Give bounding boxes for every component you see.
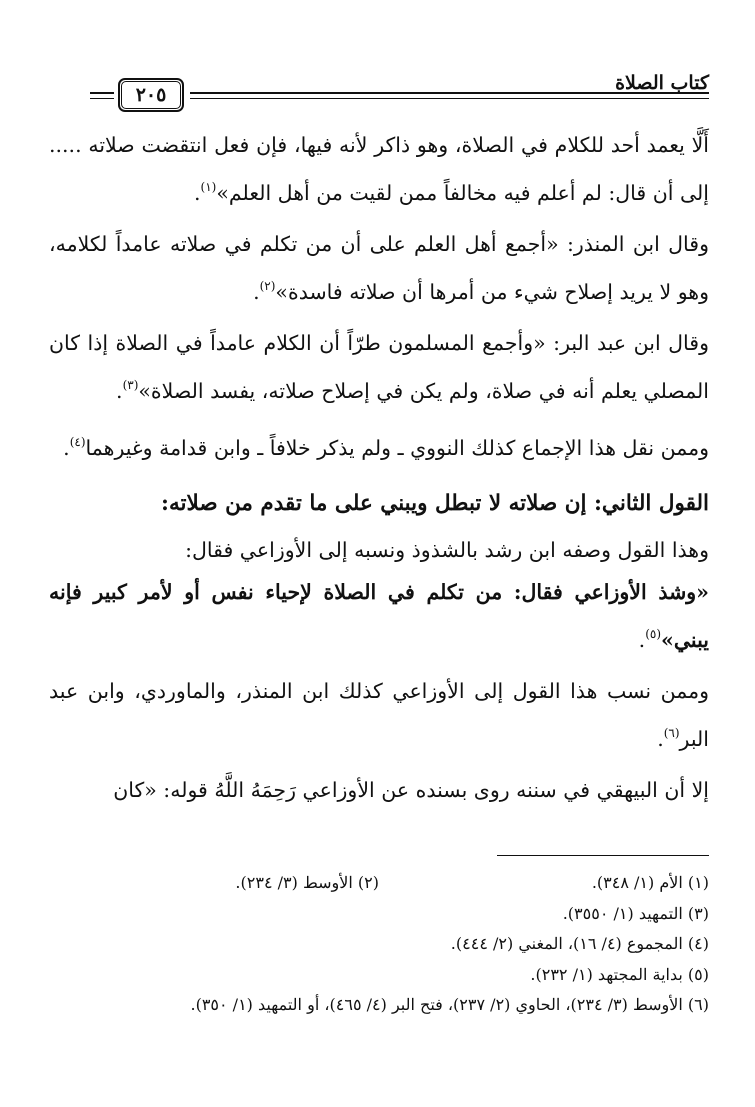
footnote-ref-5: (٥) — [645, 627, 662, 641]
footnote-ref-6: (٦) — [663, 726, 680, 740]
footnote-ref-1: (١) — [200, 180, 217, 194]
footnote-ref-3: (٣) — [122, 378, 139, 392]
footnote-5: (٥) بداية المجتهد (١/ ٢٣٢). — [530, 964, 709, 984]
paragraph-3: وقال ابن عبد البر: «وأجمع المسلمون طرّاً أن الكلام عامداً في الصلاة إذا كان المصلي يعلم أنه في صلاة، ولم يكن في إصلاح صلاته، يفسد الصلاة»$^{(٣)}$. — [49, 331, 709, 403]
paragraph-7: إلا أن البيهقي في سننه روى بسنده عن الأوزاعي رَحِمَهُ اللَّهُ قوله: «كان — [113, 778, 709, 802]
footnotes — [49, 868, 709, 1021]
header-rule-right-top — [190, 92, 709, 94]
footnote-6: (٦) الأوسط (٣/ ٢٣٤)، الحاوي (٢/ ٢٣٧)، فتح البر (٤/ ٤٦٥)، أو التمهيد (١/ ٣٥٠). — [190, 995, 709, 1014]
footnote-ref-4: (٤) — [69, 435, 86, 449]
book-title: كتاب الصلاة — [615, 72, 709, 94]
footnote-separator — [497, 855, 709, 856]
footnote-3: (٣) التمهيد (١/ ٣٥٥٠). — [562, 903, 709, 923]
footnote-row-1 — [49, 868, 709, 899]
page-number-frame — [118, 78, 184, 112]
paragraph-2: وقال ابن المنذر: «أجمع أهل العلم على أن من تكلم في صلاته عامداً لكلامه، وهو لا يريد إصلاح شيء من أمرها أن صلاته فاسدة»$^{(٢)}$. — [49, 232, 709, 304]
section-heading: القول الثاني: إن صلاته لا تبطل ويبني على ما تقدم من صلاته: — [161, 491, 709, 516]
page-number: ٢٠٥ — [121, 81, 181, 109]
header-rule-left-top — [90, 92, 114, 94]
footnote-ref-2: (٢) — [259, 279, 276, 293]
paragraph-4: وممن نقل هذا الإجماع كذلك النووي ـ ولم يذكر خلافاً ـ وابن قدامة وغيرهما$^{(٤)}$. — [63, 435, 709, 460]
header-rule-right-bottom — [190, 98, 709, 99]
paragraph-6: وممن نسب هذا القول إلى الأوزاعي كذلك ابن المنذر، والماوردي، وابن عبد البر$^{(٦)}$. — [49, 679, 709, 751]
quote-awzai: «وشذ الأوزاعي فقال: من تكلم في الصلاة لإحياء نفس أو لأمر كبير فإنه يبني» — [49, 580, 709, 652]
header-rule-left-bottom — [90, 98, 114, 99]
footnote-1: (١) الأم (١/ ٣٤٨). — [591, 873, 709, 892]
main-text — [49, 124, 709, 811]
paragraph-1: أَلَّا يعمد أحد للكلام في الصلاة، وهو ذاكر لأنه فيها، فإن فعل انتقضت صلاته ..... إلى أن قال: لم أعلم فيه مخالفاً ممن لقيت من أهل العلم»$^{(١)}$. — [49, 133, 709, 205]
footnote-2: (٢) الأوسط (٣/ ٢٣٤). — [235, 873, 379, 892]
footnote-4: (٤) المجموع (٤/ ١٦)، المغني (٢/ ٤٤٤). — [450, 934, 709, 953]
paragraph-5: وهذا القول وصفه ابن رشد بالشذوذ ونسبه إلى الأوزاعي فقال: «وشذ الأوزاعي فقال: من تكلم في الصلاة لإحياء نفس أو لأمر كبير فإنه يبني»$^{(٥)}$. — [49, 538, 709, 652]
